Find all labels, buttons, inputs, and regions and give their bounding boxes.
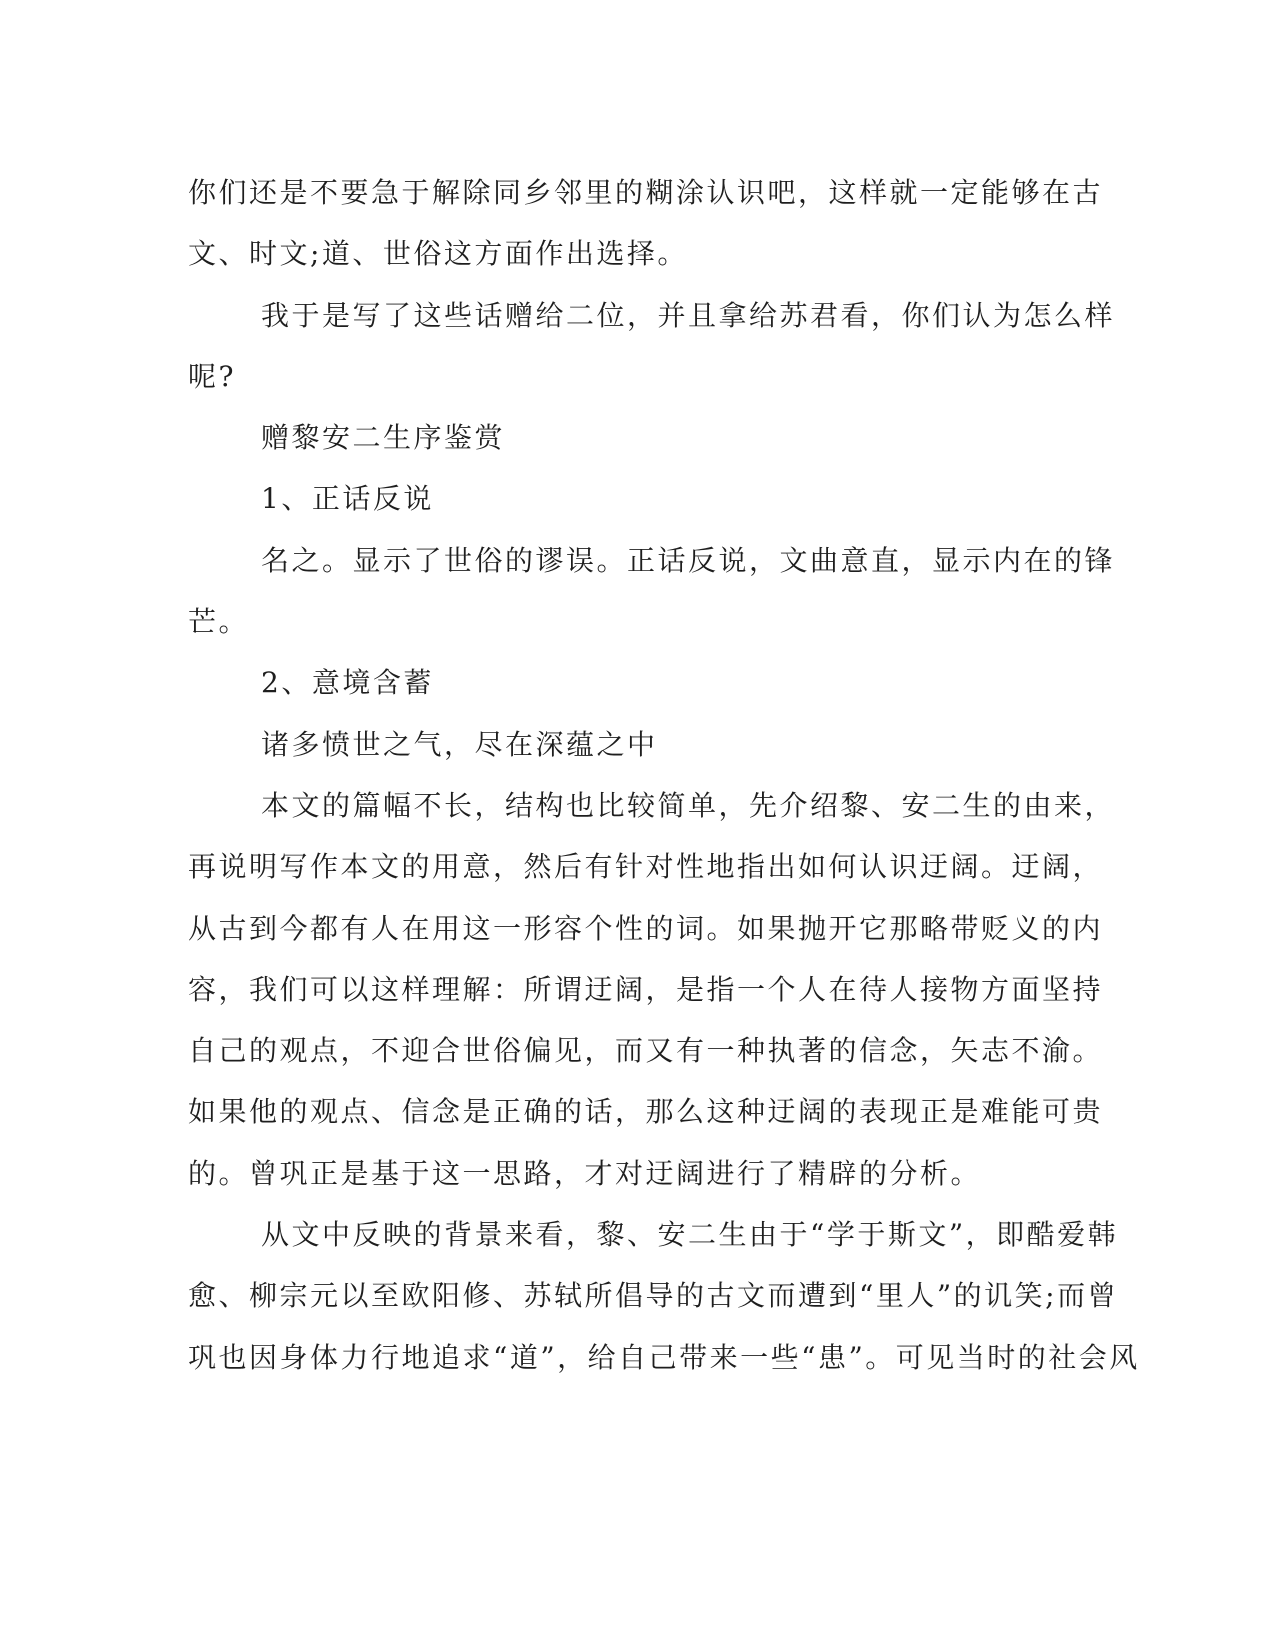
text-line: 如果他的观点、信念是正确的话，那么这种迂阔的表现正是难能可贵: [188, 1095, 1104, 1129]
text-line: 从文中反映的背景来看，黎、安二生由于“学于斯文”，即酷爱韩: [261, 1218, 1119, 1252]
section-title: 赠黎安二生序鉴赏: [261, 421, 506, 455]
text-line: 诸多愤世之气，尽在深蕴之中: [261, 727, 658, 761]
text-line: 的。曾巩正是基于这一思路，才对迂阔进行了精辟的分析。: [188, 1156, 982, 1190]
text-line: 本文的篇幅不长，结构也比较简单，先介绍黎、安二生的由来，: [261, 788, 1116, 822]
text-line: 文、时文;道、世俗这方面作出选择。: [188, 237, 688, 271]
text-line: 呢?: [188, 359, 237, 393]
document-body: [188, 162, 1140, 1388]
text-line: 芒。: [188, 605, 250, 639]
text-line: 巩也因身体力行地追求“道”，给自己带来一些“患”。可见当时的社会风: [188, 1340, 1140, 1374]
text-line: 自己的观点，不迎合世俗偏见，而又有一种执著的信念，矢志不渝。: [188, 1034, 1104, 1068]
text-line: 再说明写作本文的用意，然后有针对性地指出如何认识迂阔。迂阔，: [188, 850, 1104, 884]
text-line: 我于是写了这些话赠给二位，并且拿给苏君看，你们认为怎么样: [261, 298, 1116, 332]
text-line: 你们还是不要急于解除同乡邻里的糊涂认识吧，这样就一定能够在古: [188, 176, 1104, 209]
section-heading: 2、意境含蓄: [261, 666, 434, 700]
text-line: 从古到今都有人在用这一形容个性的词。如果抛开它那略带贬义的内: [188, 911, 1104, 945]
text-line: 愈、柳宗元以至欧阳修、苏轼所倡导的古文而遭到“里人”的讥笑;而曾: [188, 1279, 1119, 1313]
text-line: 名之。显示了世俗的谬误。正话反说，文曲意直，显示内在的锋: [261, 543, 1116, 577]
section-heading: 1、正话反说: [261, 482, 434, 516]
text-line: 容，我们可以这样理解：所谓迂阔，是指一个人在待人接物方面坚持: [188, 972, 1104, 1006]
